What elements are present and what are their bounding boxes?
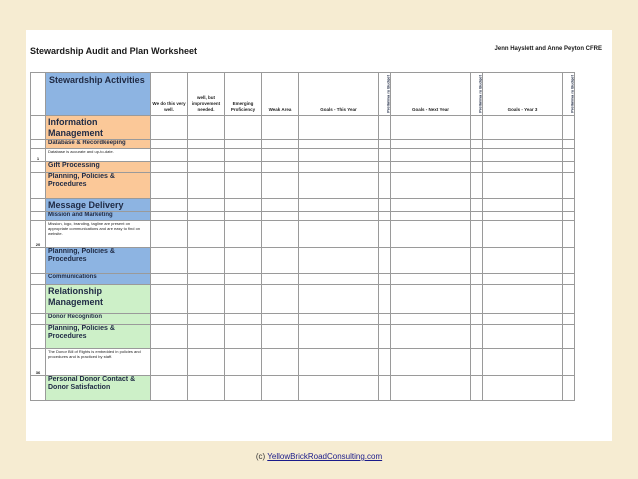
worksheet-cell[interactable] — [225, 172, 262, 198]
row-number — [31, 172, 46, 198]
footer-link[interactable]: YellowBrickRoadConsulting.com — [267, 452, 383, 461]
worksheet-cell[interactable] — [379, 247, 391, 273]
row-number — [31, 161, 46, 172]
activity-label: Mission and Marketing — [46, 211, 151, 220]
table-row — [31, 115, 575, 139]
worksheet-cell[interactable] — [151, 211, 188, 220]
worksheet-cell[interactable] — [379, 172, 391, 198]
worksheet-cell[interactable] — [299, 115, 379, 139]
worksheet-cell[interactable] — [225, 139, 262, 148]
worksheet-cell[interactable] — [483, 211, 563, 220]
header-num-cell — [31, 73, 46, 116]
worksheet-cell[interactable] — [391, 247, 471, 273]
worksheet-cell[interactable] — [151, 273, 188, 284]
worksheet-cell[interactable] — [299, 139, 379, 148]
worksheet-cell[interactable] — [563, 220, 575, 247]
worksheet-cell[interactable] — [471, 139, 483, 148]
worksheet-cell[interactable] — [391, 161, 471, 172]
worksheet-cell[interactable] — [262, 247, 299, 273]
worksheet-cell[interactable] — [471, 172, 483, 198]
worksheet-cell[interactable] — [262, 273, 299, 284]
worksheet-cell[interactable] — [151, 284, 188, 313]
row-number — [31, 284, 46, 313]
worksheet-cell[interactable] — [188, 139, 225, 148]
worksheet-cell[interactable] — [188, 115, 225, 139]
row-number — [31, 273, 46, 284]
row-number — [31, 198, 46, 211]
worksheet-cell[interactable] — [471, 348, 483, 375]
worksheet-cell[interactable] — [391, 211, 471, 220]
worksheet-cell[interactable] — [225, 273, 262, 284]
worksheet-cell[interactable] — [391, 375, 471, 400]
worksheet-cell[interactable] — [225, 161, 262, 172]
worksheet-cell[interactable] — [471, 115, 483, 139]
worksheet-cell[interactable] — [151, 115, 188, 139]
activity-label: Planning, Policies & Procedures — [46, 324, 151, 348]
worksheet-cell[interactable] — [471, 161, 483, 172]
worksheet-cell[interactable] — [225, 247, 262, 273]
table-row — [31, 273, 575, 284]
worksheet-cell[interactable] — [299, 220, 379, 247]
worksheet-cell[interactable] — [483, 115, 563, 139]
row-number — [31, 115, 46, 139]
worksheet-cell[interactable] — [262, 148, 299, 161]
worksheet-cell[interactable] — [471, 247, 483, 273]
worksheet-cell[interactable] — [299, 273, 379, 284]
table-row — [31, 284, 575, 313]
worksheet-cell[interactable] — [483, 161, 563, 172]
worksheet-cell[interactable] — [299, 172, 379, 198]
worksheet-cell[interactable] — [188, 247, 225, 273]
worksheet-cell[interactable] — [379, 115, 391, 139]
worksheet-cell[interactable] — [151, 247, 188, 273]
header-well-but: well, but improvement needed. — [188, 73, 225, 116]
activity-label: The Donor Bill of Rights is embedded in policies and procedures and is practiced by staff. — [46, 348, 151, 375]
footer-prefix: (c) — [255, 452, 268, 461]
worksheet-cell[interactable] — [262, 324, 299, 348]
worksheet-cell[interactable] — [299, 198, 379, 211]
activity-label: Gift Processing — [46, 161, 151, 172]
row-number — [31, 375, 46, 400]
worksheet-cell[interactable] — [483, 313, 563, 324]
worksheet-cell[interactable] — [563, 375, 575, 400]
activity-label: Personal Donor Contact & Donor Satisfaction — [46, 375, 151, 400]
worksheet-cell[interactable] — [188, 313, 225, 324]
worksheet-cell[interactable] — [391, 198, 471, 211]
worksheet-cell[interactable] — [379, 161, 391, 172]
worksheet-cell[interactable] — [483, 198, 563, 211]
worksheet-cell[interactable] — [262, 211, 299, 220]
footer-credit — [0, 452, 638, 461]
worksheet-cell[interactable] — [471, 273, 483, 284]
worksheet-cell[interactable] — [151, 220, 188, 247]
row-number: 1 — [31, 148, 46, 161]
worksheet-cell[interactable] — [483, 273, 563, 284]
worksheet-cell[interactable] — [379, 324, 391, 348]
row-number: 36 — [31, 348, 46, 375]
worksheet-cell[interactable] — [299, 211, 379, 220]
worksheet-cell[interactable] — [225, 348, 262, 375]
worksheet-cell[interactable] — [483, 324, 563, 348]
worksheet-cell[interactable] — [483, 247, 563, 273]
worksheet-cell[interactable] — [225, 198, 262, 211]
worksheet-cell[interactable] — [299, 313, 379, 324]
worksheet-cell[interactable] — [563, 324, 575, 348]
header-emerging: Emerging Proficiency — [225, 73, 262, 116]
worksheet-cell[interactable] — [262, 198, 299, 211]
worksheet-cell[interactable] — [483, 375, 563, 400]
author-credit: Jenn Hayslett and Anne Peyton CFRE — [494, 46, 602, 52]
row-number — [31, 139, 46, 148]
activity-label: Donor Recognition — [46, 313, 151, 324]
worksheet-cell[interactable] — [471, 148, 483, 161]
worksheet-cell[interactable] — [563, 172, 575, 198]
worksheet-cell[interactable] — [151, 313, 188, 324]
table-row — [31, 148, 575, 161]
header-goals-this-year: Goals - This Year — [299, 73, 379, 116]
worksheet-cell[interactable] — [188, 211, 225, 220]
worksheet-cell[interactable] — [262, 161, 299, 172]
worksheet-cell[interactable] — [151, 375, 188, 400]
worksheet-cell[interactable] — [379, 198, 391, 211]
row-number — [31, 313, 46, 324]
worksheet-cell[interactable] — [471, 220, 483, 247]
worksheet-cell[interactable] — [391, 220, 471, 247]
worksheet-cell[interactable] — [188, 148, 225, 161]
worksheet-cell[interactable] — [299, 148, 379, 161]
worksheet-cell[interactable] — [563, 161, 575, 172]
worksheet-cell[interactable] — [379, 273, 391, 284]
activity-label: Database is accurate and up-to-date. — [46, 148, 151, 161]
worksheet-cell[interactable] — [483, 220, 563, 247]
worksheet-cell[interactable] — [379, 284, 391, 313]
worksheet-cell[interactable] — [151, 198, 188, 211]
table-row — [31, 139, 575, 148]
worksheet-cell[interactable] — [379, 148, 391, 161]
worksheet-cell[interactable] — [563, 284, 575, 313]
worksheet-cell[interactable] — [225, 211, 262, 220]
worksheet-cell[interactable] — [262, 220, 299, 247]
worksheet-cell[interactable] — [471, 313, 483, 324]
worksheet-cell[interactable] — [225, 313, 262, 324]
worksheet-cell[interactable] — [471, 198, 483, 211]
table-row — [31, 313, 575, 324]
worksheet-cell[interactable] — [391, 172, 471, 198]
worksheet-cell[interactable] — [225, 284, 262, 313]
worksheet-cell[interactable] — [151, 139, 188, 148]
worksheet-cell[interactable] — [563, 198, 575, 211]
row-number — [31, 324, 46, 348]
worksheet-cell[interactable] — [471, 324, 483, 348]
header-prelim-budget-1: Prelimina ry Budget — [379, 73, 391, 116]
worksheet-cell[interactable] — [563, 211, 575, 220]
header-prelim-budget-2: Prelimina ry Budget — [471, 73, 483, 116]
table-row — [31, 198, 575, 211]
worksheet-cell[interactable] — [225, 148, 262, 161]
worksheet-cell[interactable] — [391, 139, 471, 148]
worksheet-cell[interactable] — [299, 348, 379, 375]
worksheet-cell[interactable] — [563, 139, 575, 148]
worksheet-cell[interactable] — [151, 348, 188, 375]
worksheet-cell[interactable] — [225, 375, 262, 400]
worksheet-cell[interactable] — [262, 348, 299, 375]
worksheet-cell[interactable] — [391, 324, 471, 348]
table-row — [31, 324, 575, 348]
header-goals-year-3: Goals - Year 3 — [483, 73, 563, 116]
worksheet-cell[interactable] — [379, 348, 391, 375]
worksheet-cell[interactable] — [188, 198, 225, 211]
worksheet-cell[interactable] — [391, 115, 471, 139]
worksheet-cell[interactable] — [391, 284, 471, 313]
worksheet-cell[interactable] — [299, 284, 379, 313]
worksheet-cell[interactable] — [188, 324, 225, 348]
worksheet-cell[interactable] — [563, 273, 575, 284]
table-row — [31, 247, 575, 273]
worksheet-cell[interactable] — [188, 375, 225, 400]
row-number: 20 — [31, 220, 46, 247]
worksheet-cell[interactable] — [483, 348, 563, 375]
activity-label: Database & Recordkeeping — [46, 139, 151, 148]
activity-label: Message Delivery — [46, 198, 151, 211]
table-row — [31, 211, 575, 220]
worksheet-cell[interactable] — [299, 375, 379, 400]
header-goals-next-year: Goals - Next Year — [391, 73, 471, 116]
worksheet-cell[interactable] — [262, 172, 299, 198]
worksheet-cell[interactable] — [391, 273, 471, 284]
worksheet-cell[interactable] — [379, 313, 391, 324]
header-we-do-this: We do this very well. — [151, 73, 188, 116]
table-row — [31, 348, 575, 375]
activity-label: Mission, logo, branding, tagline are present on appropriate communications and are easy to find on website. — [46, 220, 151, 247]
worksheet-cell[interactable] — [151, 161, 188, 172]
worksheet-cell[interactable] — [563, 247, 575, 273]
table-row — [31, 172, 575, 198]
worksheet-table — [30, 72, 575, 401]
worksheet-cell[interactable] — [563, 313, 575, 324]
worksheet-cell[interactable] — [299, 324, 379, 348]
worksheet-cell[interactable] — [563, 148, 575, 161]
worksheet-cell[interactable] — [379, 211, 391, 220]
activity-label: Information Management — [46, 115, 151, 139]
activity-label: Planning, Policies & Procedures — [46, 172, 151, 198]
table-row — [31, 161, 575, 172]
worksheet-cell[interactable] — [299, 247, 379, 273]
worksheet-cell[interactable] — [471, 211, 483, 220]
worksheet-cell[interactable] — [188, 220, 225, 247]
worksheet-cell[interactable] — [188, 273, 225, 284]
header-prelim-budget-3: Prelimina ry Budget — [563, 73, 575, 116]
activity-label: Communications — [46, 273, 151, 284]
worksheet-cell[interactable] — [483, 148, 563, 161]
header-row — [31, 73, 575, 116]
worksheet-cell[interactable] — [483, 172, 563, 198]
activity-label: Relationship Management — [46, 284, 151, 313]
row-number — [31, 211, 46, 220]
worksheet-cell[interactable] — [379, 220, 391, 247]
worksheet-cell[interactable] — [151, 172, 188, 198]
worksheet-cell[interactable] — [188, 172, 225, 198]
worksheet-cell[interactable] — [225, 324, 262, 348]
worksheet-cell[interactable] — [262, 313, 299, 324]
worksheet-cell[interactable] — [483, 139, 563, 148]
activity-label: Planning, Policies & Procedures — [46, 247, 151, 273]
worksheet-cell[interactable] — [379, 139, 391, 148]
worksheet-cell[interactable] — [188, 284, 225, 313]
worksheet-cell[interactable] — [379, 375, 391, 400]
worksheet-cell[interactable] — [391, 148, 471, 161]
worksheet-cell[interactable] — [471, 375, 483, 400]
worksheet-cell[interactable] — [225, 220, 262, 247]
worksheet-cell[interactable] — [563, 348, 575, 375]
worksheet-title: Stewardship Audit and Plan Worksheet — [30, 46, 198, 56]
table-row — [31, 220, 575, 247]
worksheet-cell[interactable] — [299, 161, 379, 172]
worksheet-cell[interactable] — [262, 139, 299, 148]
worksheet-cell[interactable] — [225, 115, 262, 139]
worksheet-cell[interactable] — [151, 148, 188, 161]
worksheet-cell[interactable] — [262, 375, 299, 400]
worksheet-cell[interactable] — [483, 284, 563, 313]
worksheet-cell[interactable] — [471, 284, 483, 313]
header-weak-area: Weak Area — [262, 73, 299, 116]
worksheet-cell[interactable] — [188, 348, 225, 375]
worksheet-cell[interactable] — [391, 313, 471, 324]
worksheet-cell[interactable] — [151, 324, 188, 348]
table-row — [31, 375, 575, 400]
worksheet-cell[interactable] — [391, 348, 471, 375]
worksheet-cell[interactable] — [262, 115, 299, 139]
worksheet-cell[interactable] — [563, 115, 575, 139]
row-number — [31, 247, 46, 273]
header-stewardship-activities: Stewardship Activities — [46, 73, 151, 116]
worksheet-cell[interactable] — [188, 161, 225, 172]
worksheet-cell[interactable] — [262, 284, 299, 313]
